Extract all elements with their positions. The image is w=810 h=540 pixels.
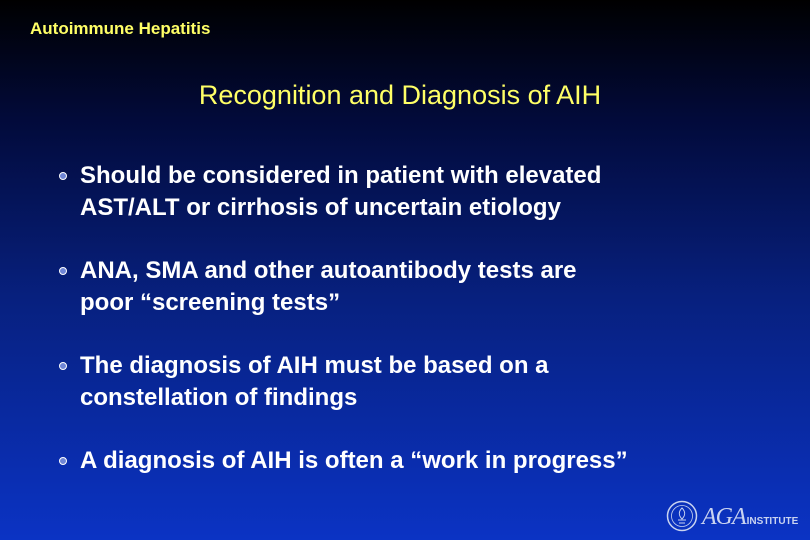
bullet-line: Should be considered in patient with elevated	[80, 162, 602, 189]
bullet-line: constellation of findings	[80, 384, 358, 411]
slide-title: Recognition and Diagnosis of AIH	[198, 80, 602, 110]
bullet-icon	[59, 172, 67, 180]
bullet-icon	[59, 362, 67, 370]
bullet-line: ANA, SMA and other autoantibody tests are	[80, 257, 577, 284]
bullet-line: poor “screening tests”	[80, 289, 341, 316]
bullet-item	[56, 350, 776, 414]
bullet-line: A diagnosis of AIH is often a “work in progress”	[80, 447, 628, 474]
bullet-item	[56, 445, 776, 477]
bullet-icon	[59, 267, 67, 275]
bullet-list	[56, 160, 776, 477]
bullet-line: AST/ALT or cirrhosis of uncertain etiology	[80, 194, 561, 221]
bullet-icon	[59, 457, 67, 465]
bullet-item	[56, 255, 776, 319]
logo-wordmark: AGAINSTITUTE	[702, 504, 799, 530]
aga-seal-icon	[666, 500, 698, 532]
bullet-item	[56, 160, 776, 224]
aga-institute-logo	[666, 500, 798, 532]
bullet-line: The diagnosis of AIH must be based on a	[80, 352, 549, 379]
header-title: Autoimmune Hepatitis	[30, 19, 211, 38]
